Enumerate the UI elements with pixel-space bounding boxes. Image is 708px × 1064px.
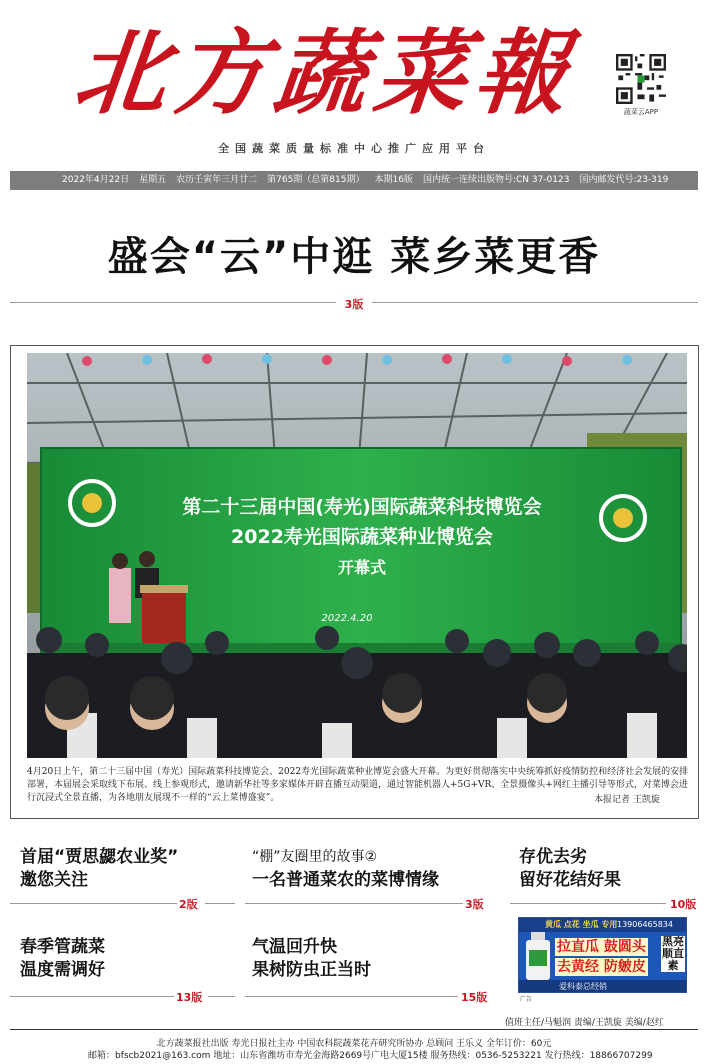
lead-headline-page[interactable]: 3版 bbox=[344, 298, 364, 311]
teaser-page[interactable]: 13版 bbox=[176, 991, 203, 1004]
issue-info-bar bbox=[10, 171, 698, 190]
teaser-spring-vegetables[interactable] bbox=[20, 936, 105, 982]
divider bbox=[245, 996, 458, 997]
lead-photo bbox=[27, 353, 687, 758]
teaser-line-2: 留好花结好果 bbox=[519, 870, 621, 890]
ad-distributor: 爱科泰总经销 bbox=[519, 980, 687, 993]
ad-phone: 13906465834 bbox=[617, 920, 673, 929]
divider bbox=[205, 903, 235, 904]
footer-divider bbox=[10, 1029, 698, 1030]
photo-credit: 本报记者 王凯旋 bbox=[594, 795, 660, 805]
teaser-page[interactable]: 3版 bbox=[465, 898, 484, 911]
ad-brand: 黑亮顺直素 bbox=[662, 935, 684, 972]
issue-page-count: 本期16版 bbox=[374, 175, 413, 185]
qr-code-icon bbox=[616, 54, 666, 104]
newspaper-title: 北方蔬菜報 bbox=[69, 19, 581, 127]
teaser-line-1: 存优去劣 bbox=[519, 847, 587, 867]
divider bbox=[10, 302, 336, 303]
product-bottle-icon bbox=[523, 932, 553, 982]
ad-line-1: 拉直瓜 鼓圆头 bbox=[557, 939, 646, 955]
slogan: 全国蔬菜质量标准中心推广应用平台 bbox=[218, 142, 490, 155]
teaser-page[interactable]: 2版 bbox=[179, 898, 198, 911]
teaser-line-2: 邀您关注 bbox=[20, 870, 88, 890]
teaser-line-1: 气温回升快 bbox=[252, 937, 337, 957]
qr-label: 蔬菜云APP bbox=[623, 108, 659, 116]
teaser-line-2: 一名普通菜农的菜博情缘 bbox=[252, 870, 439, 890]
banner-line-1: 第二十三届中国(寿光)国际蔬菜科技博览会 bbox=[182, 496, 542, 518]
advertisement[interactable] bbox=[518, 917, 687, 993]
lead-headline[interactable]: 盛会“云”中逛 菜乡菜更香 bbox=[107, 234, 601, 280]
teaser-kicker: “棚”友圈里的故事② bbox=[252, 849, 378, 865]
issue-date: 2022年4月22日 bbox=[62, 175, 130, 185]
issue-number: 第765期（总第815期） bbox=[267, 175, 365, 185]
divider bbox=[372, 302, 698, 303]
divider bbox=[10, 996, 174, 997]
ad-line-2: 去黄经 防皴皮 bbox=[557, 959, 646, 975]
divider bbox=[510, 903, 666, 904]
teaser-fruit-tree-pests[interactable] bbox=[252, 936, 371, 982]
divider bbox=[245, 903, 463, 904]
teaser-farmer-story[interactable] bbox=[252, 846, 439, 892]
teaser-page[interactable]: 15版 bbox=[461, 991, 488, 1004]
teaser-flower-thinning[interactable] bbox=[519, 846, 621, 892]
teaser-line-1: 首届“贾思勰农业奖” bbox=[20, 847, 179, 867]
banner-line-3: 开幕式 bbox=[337, 558, 387, 577]
teaser-page[interactable]: 10版 bbox=[670, 898, 697, 911]
expo-opening-photo bbox=[27, 353, 687, 758]
banner-line-2: 2022寿光国际蔬菜种业博览会 bbox=[231, 526, 493, 548]
divider bbox=[208, 996, 235, 997]
teaser-jia-sixie-award[interactable] bbox=[20, 846, 178, 892]
issue-postal-code: 国内邮发代号:23-319 bbox=[579, 175, 669, 185]
photo-caption: 4月20日上午，第二十三届中国（寿光）国际蔬菜科技博览会、2022寿光国际蔬菜种业博览会盛大开幕。为更好贯彻落实中央统筹抓好疫情防控和经济社会发展的安排部署，本届展会采取线下布展、线上参观形式，邀请新华社等多家媒体开辟直播互动渠道，通过智能机器人+5G+VR、全景摄像头+网红主播引导等形式，对菜博会进行沉浸式全景直播，为各地朋友展现不一样的“云上菜博盛宴”。 bbox=[27, 767, 689, 803]
divider bbox=[10, 903, 177, 904]
footer-publisher: 北方蔬菜报社出版 寿光日报社主办 中国农科院蔬菜花卉研究所协办 总顾问 王乐义 全年订价：60元 bbox=[156, 1039, 552, 1049]
issue-cn-number: 国内统一连续出版物号:CN 37-0123 bbox=[422, 175, 570, 185]
teaser-line-1: 春季管蔬菜 bbox=[20, 937, 105, 957]
issue-lunar-date: 农历壬寅年三月廿二 bbox=[176, 175, 258, 185]
masthead bbox=[0, 0, 708, 170]
ad-label: 广告 bbox=[520, 996, 533, 1003]
footer-editors: 值班主任/马魁润 责编/王凯旋 美编/赵红 bbox=[505, 1018, 664, 1028]
issue-weekday: 星期五 bbox=[139, 175, 167, 185]
teaser-line-2: 温度需调好 bbox=[20, 960, 105, 980]
teaser-line-2: 果树防虫正当时 bbox=[252, 960, 371, 980]
ad-top-line: 黄瓜 点花 坐瓜 专用 bbox=[519, 918, 687, 932]
footer-contact: 邮箱：bfscb2021@163.com 地址：山东省潍坊市寿光金海路2669号广电大厦15楼 服务热线：0536-5253221 发行热线：18866707299 bbox=[88, 1051, 653, 1061]
banner-date: 2022.4.20 bbox=[321, 613, 373, 624]
